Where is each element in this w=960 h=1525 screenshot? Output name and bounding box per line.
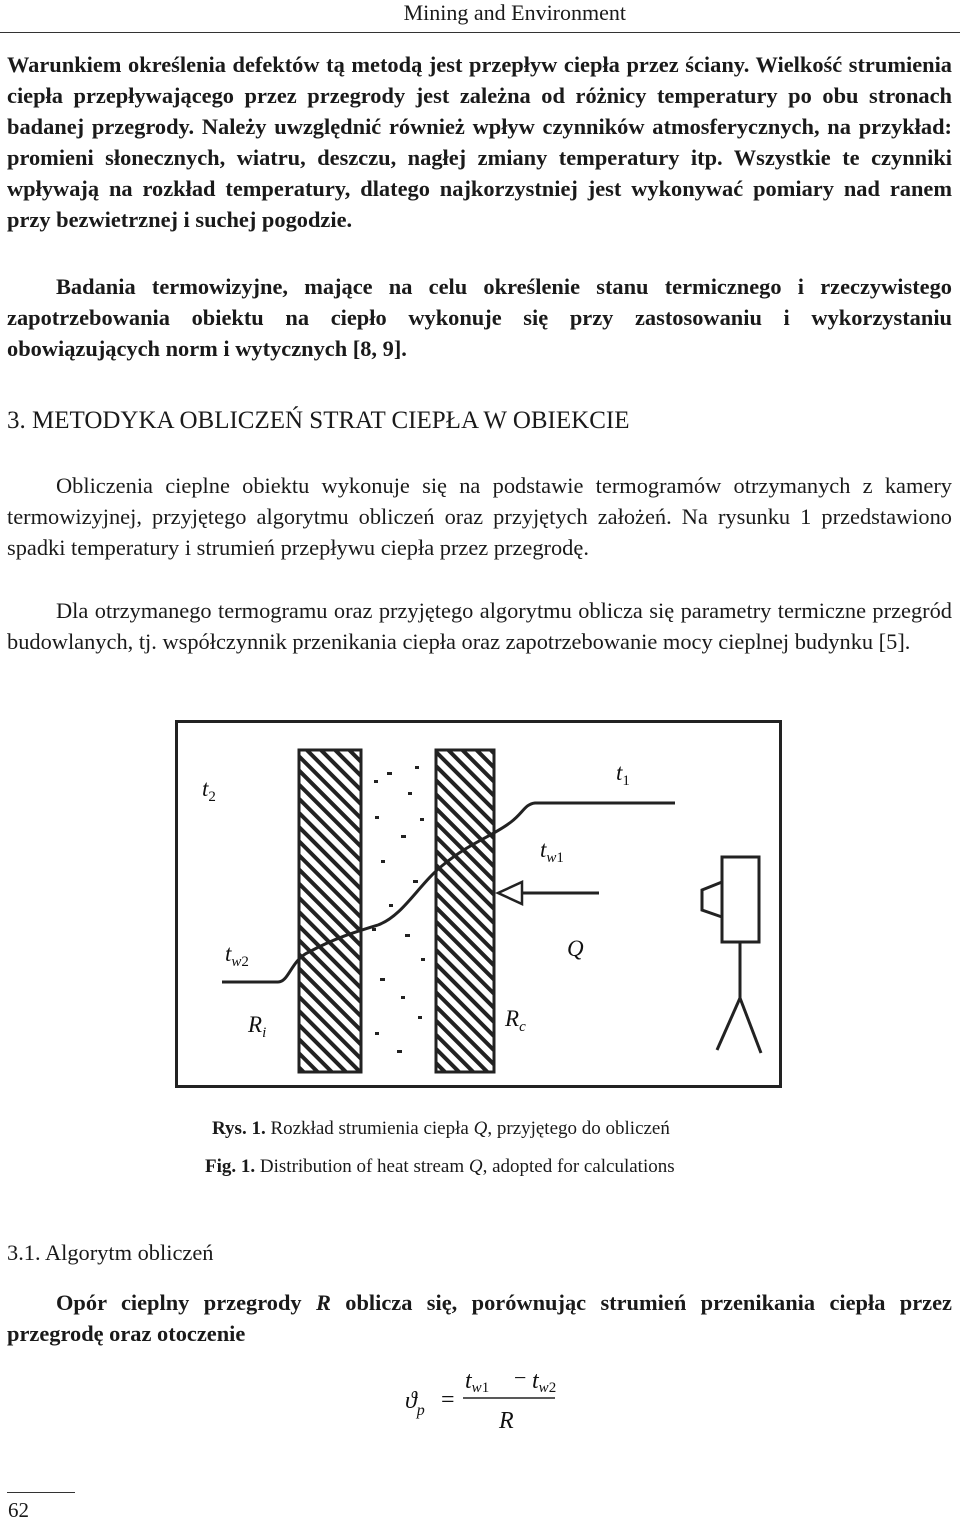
formula-minus: − <box>514 1365 527 1390</box>
caption-polish-label: Rys. 1. <box>212 1118 266 1139</box>
formula-lhs: $ϑ_p$ <box>405 1388 425 1419</box>
caption-polish-text-a: Rozkład strumienia ciepła <box>270 1118 474 1139</box>
paragraph-3: Obliczenia cieplne obiektu wykonuje się na podstawie termogramów otrzymanych z kamery termowizyjnej, przyjętego algorytmu obliczeń oraz przyjętych założeń. Na rysunku 1 przedstawiono spadki temperatury i strumień przepływu ciepła przez przegrodę. <box>7 473 952 560</box>
header-rule <box>0 32 960 33</box>
formula-denominator: R <box>499 1408 514 1434</box>
figure-heat-flow <box>175 720 782 1088</box>
paragraph-5 <box>7 1287 952 1349</box>
caption-english-text-a: Distribution of heat stream <box>259 1156 469 1177</box>
label-t2: $t_2$ <box>202 776 216 805</box>
caption-polish-text-b: , przyjętego do obliczeń <box>487 1118 670 1139</box>
caption-english-symbol: Q <box>468 1156 483 1177</box>
label-Q: Q <box>567 936 584 961</box>
paragraph-5-symbol: R <box>315 1290 331 1315</box>
wall-left-hatched <box>299 750 361 1072</box>
page-number: 62 <box>8 1498 29 1522</box>
label-t1: $t_1$ <box>616 760 630 789</box>
paragraph-1: Warunkiem określenia defektów tą metodą jest przepływ ciepła przez ściany. Wielkość strumienia ciepła przepływającego przez przegrody jest zależna od różnicy temperatury po obu stronach badanej przegrody. Należy uwzględnić również wpływ czynników atmosferycznych, na przykład: promieni słonecznych, wiatru, deszczu, nagłej zmiany temperatury itp. Wszystkie te czynniki wpływają na rozkład temperatury, dlatego najkorzystniej jest wykonywać pomiary nad ranem przy bezwietrznej i suchej pogodzie. <box>7 52 952 232</box>
paragraph-5-text-a: Opór cieplny przegrody <box>56 1290 316 1315</box>
label-tw2: $t_w2$ <box>225 941 249 970</box>
footer-rule <box>7 1492 75 1493</box>
paragraph-2: Badania termowizyjne, mające na celu określenie stanu termicznego i rzeczywistego zapotrzebowania obiektu na ciepło wykonuje się przy zastosowaniu i wykorzystaniu obowiązujących norm i wytycznych [8, 9]. <box>7 274 952 361</box>
wall-right-hatched <box>436 750 494 1072</box>
caption-polish <box>212 1118 670 1140</box>
caption-english-text-b: , adopted for calculations <box>482 1156 675 1177</box>
label-tw1: $t_w1$ <box>540 837 564 866</box>
label-Rc: $R_c$ <box>505 1006 526 1035</box>
caption-english <box>205 1156 675 1178</box>
formula-numerator-b: tw2 <box>532 1368 557 1396</box>
formula-theta-p <box>395 1360 595 1440</box>
journal-title: Mining and Environment <box>403 0 626 25</box>
label-Ri: $R_i$ <box>248 1012 267 1041</box>
caption-polish-symbol: Q <box>473 1118 488 1139</box>
paragraph-4: Dla otrzymanego termogramu oraz przyjętego algorytmu oblicza się parametry termiczne przegród budowlanych, tj. współczynnik przenikania ciepła oraz zapotrzebowanie mocy cieplnej budynku [5]. <box>7 598 952 654</box>
section-heading: 3. METODYKA OBLICZEŃ STRAT CIEPŁA W OBIEKCIE <box>7 407 630 434</box>
subsection-heading: 3.1. Algorytm obliczeń <box>7 1240 214 1265</box>
formula-numerator-a: tw1 <box>465 1368 490 1396</box>
caption-english-label: Fig. 1. <box>205 1156 256 1177</box>
paragraph-5-text-b: oblicza się, porównując strumień przenikania ciepła przez przegrodę oraz otoczenie <box>7 1290 952 1346</box>
formula-equals: = <box>441 1387 455 1413</box>
